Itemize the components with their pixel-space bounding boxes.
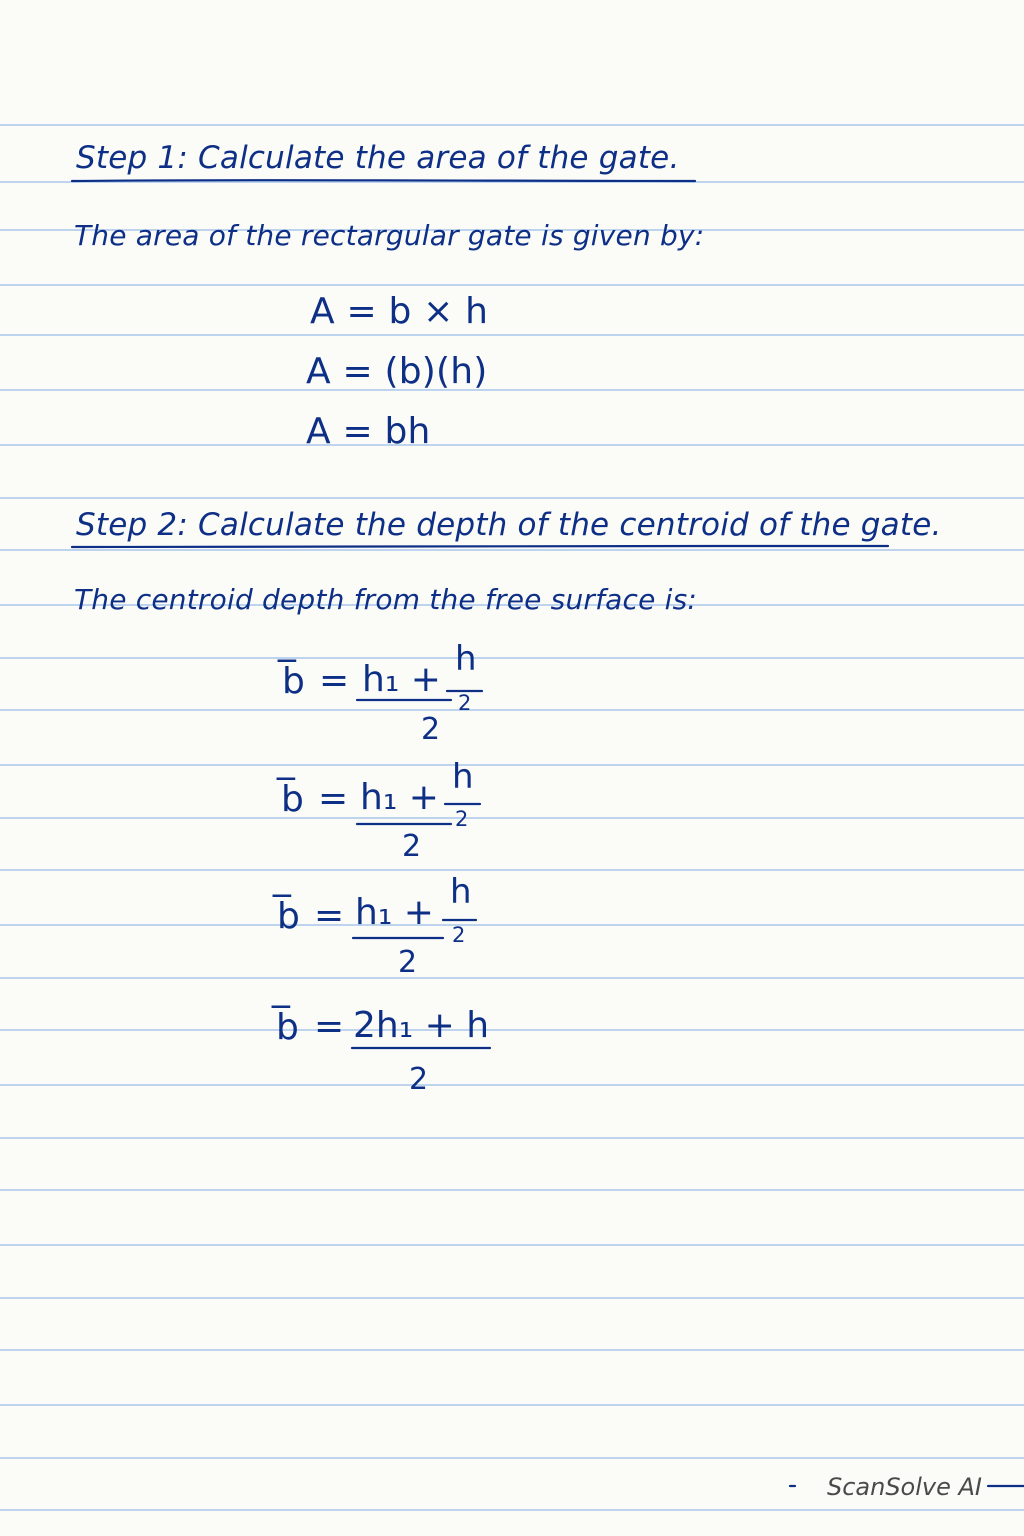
centroid-depth-lhs-1: b̅ <box>282 661 306 702</box>
centroid-depth-nested-top-3: h <box>450 872 472 912</box>
centroid-depth-lhs-3: b̅ <box>277 896 301 937</box>
centroid-depth-nested-bottom-3: 2 <box>452 923 466 947</box>
centroid-depth-equals-3: = <box>314 895 345 936</box>
step-1-heading-underline <box>72 180 695 181</box>
scansolve-watermark: ScanSolve AI <box>826 1473 982 1501</box>
area-equation-2: A = (b)(h) <box>306 351 488 392</box>
centroid-depth-numerator-2: h₁ + <box>360 777 439 818</box>
centroid-depth-nested-bottom-1: 2 <box>458 691 472 715</box>
centroid-depth-equals-4: = <box>314 1006 345 1047</box>
centroid-depth-lhs-4: b̅ <box>276 1007 300 1048</box>
centroid-depth-nested-top-2: h <box>452 757 474 797</box>
centroid-depth-numerator-4: 2h₁ + h <box>353 1005 490 1046</box>
centroid-depth-equals-1: = <box>319 660 350 701</box>
centroid-depth-lhs-2: b̅ <box>281 779 305 820</box>
step-1-heading: Step 1: Calculate the area of the gate. <box>76 140 680 176</box>
centroid-depth-numerator-1: h₁ + <box>362 659 441 700</box>
centroid-depth-nested-bottom-2: 2 <box>455 807 469 831</box>
step-2-heading: Step 2: Calculate the depth of the centroid of the gate. <box>76 507 942 543</box>
area-equation-3: A = bh <box>306 411 431 452</box>
centroid-depth-numerator-3: h₁ + <box>355 892 434 933</box>
centroid-depth-denominator-1: 2 <box>421 712 441 747</box>
centroid-depth-denominator-2: 2 <box>402 829 422 864</box>
step-2-description: The centroid depth from the free surface is: <box>74 583 698 616</box>
centroid-depth-nested-top-1: h <box>455 639 477 679</box>
step-1-description: The area of the rectargular gate is given by: <box>74 219 705 252</box>
centroid-depth-denominator-3: 2 <box>398 945 418 980</box>
step-2-heading-underline <box>72 546 888 547</box>
area-equation-1: A = b × h <box>310 291 489 332</box>
centroid-depth-denominator-4: 2 <box>409 1062 429 1097</box>
centroid-depth-equals-2: = <box>318 778 349 819</box>
